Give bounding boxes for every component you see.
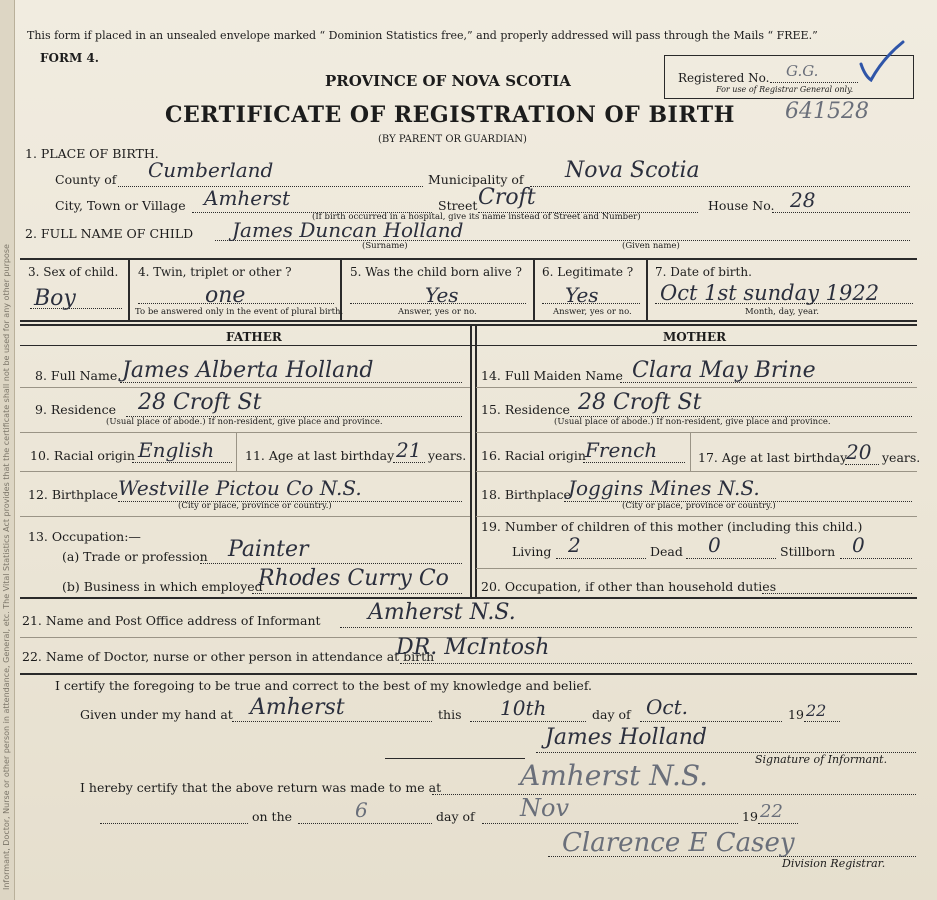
certify-statement: I certify the foregoing to be true and correct to the best of my knowledge and belief.: [55, 678, 592, 693]
sidebar-vertical-text: Informant, Doctor, Nurse or other person in attendance, General, etc. The Vital Statistics Act provides that the certificate shall not be used for any other purpose: [2, 244, 11, 890]
father-racial-value: English: [138, 438, 215, 462]
on-the-label: on the: [252, 809, 293, 824]
day-of-label: day of: [592, 707, 631, 722]
checkmark-icon: [855, 38, 907, 82]
trade-value: Painter: [228, 537, 309, 562]
division-registrar-label: Division Registrar.: [782, 857, 886, 870]
living-label: Living: [512, 544, 552, 559]
mother-heading: MOTHER: [663, 330, 727, 344]
return-statement: I hereby certify that the above return was made to me at: [80, 780, 442, 795]
page-title: CERTIFICATE OF REGISTRATION OF BIRTH: [165, 102, 735, 128]
registrar-use-note: For use of Registrar General only.: [716, 85, 854, 94]
child-name-value: James Duncan Holland: [232, 218, 464, 242]
return-year-value: 22: [760, 801, 783, 822]
twin-note: To be answered only in the event of plural birth.: [135, 307, 344, 317]
stillborn-value: 0: [852, 533, 865, 557]
sex-label: 3. Sex of child.: [28, 265, 119, 279]
mother-years: years.: [882, 450, 921, 465]
legitimate-label: 6. Legitimate ?: [542, 265, 634, 279]
mother-residence-value: 28 Croft St: [578, 390, 702, 415]
surname-note: (Surname): [362, 241, 408, 251]
father-birthplace-label: 12. Birthplace: [28, 487, 118, 502]
father-racial-label: 10. Racial origin: [30, 448, 135, 463]
certificate-number: 641528: [785, 99, 869, 124]
given-place-value: Amherst: [250, 695, 345, 720]
place-heading: 1. PLACE OF BIRTH.: [25, 146, 159, 161]
hospital-note: (If birth occurred in a hospital, give its name instead of Street and Number): [312, 212, 641, 222]
signature-informant-label: Signature of Informant.: [755, 753, 888, 766]
mother-residence-label: 15. Residence: [481, 402, 570, 417]
child-name-label: 2. FULL NAME OF CHILD: [25, 226, 194, 241]
informant-label: 21. Name and Post Office address of Informant: [22, 613, 321, 628]
birth-date-label: 7. Date of birth.: [655, 265, 752, 279]
mother-occupation-label: 20. Occupation, if other than household duties: [481, 579, 777, 594]
mother-racial-label: 16. Racial origin: [481, 448, 586, 463]
mother-residence-note: (Usual place of abode.) If non-resident, give place and province.: [554, 417, 831, 427]
mother-birthplace-label: 18. Birthplace: [481, 487, 571, 502]
stillborn-label: Stillborn: [780, 544, 836, 559]
mother-name-value: Clara May Brine: [632, 358, 816, 383]
father-heading: FATHER: [226, 330, 282, 344]
dead-label: Dead: [650, 544, 683, 559]
birth-date-note: Month, day, year.: [745, 307, 819, 317]
father-residence-label: 9. Residence: [35, 402, 116, 417]
month-value: Oct.: [646, 695, 688, 719]
registrar-signature: Clarence E Casey: [562, 828, 795, 858]
return-month-value: Nov: [520, 794, 570, 822]
mother-birthplace-value: Joggins Mines N.S.: [568, 476, 760, 500]
city-label: City, Town or Village: [55, 198, 186, 213]
father-birthplace-value: Westville Pictou Co N.S.: [118, 476, 362, 500]
father-name-label: 8. Full Name: [35, 368, 118, 383]
occupation-heading: 13. Occupation:—: [28, 529, 141, 544]
year-prefix: 19: [788, 707, 804, 722]
registered-no-value: G.G.: [786, 62, 819, 80]
dead-value: 0: [708, 533, 721, 557]
subtitle: (BY PARENT OR GUARDIAN): [378, 134, 527, 145]
return-year-prefix: 19: [742, 809, 758, 824]
mother-age-label: 17. Age at last birthday: [698, 450, 848, 465]
house-label: House No.: [708, 198, 775, 213]
children-count-label: 19. Number of children of this mother (including this child.): [481, 519, 863, 534]
return-day-value: 6: [355, 798, 368, 822]
father-age-label: 11. Age at last birthday: [245, 448, 395, 463]
year-value: 22: [806, 701, 827, 720]
municipality-label: Municipality of: [428, 172, 524, 187]
given-label: Given under my hand at: [80, 707, 233, 722]
house-value: 28: [790, 188, 816, 212]
father-name-value: James Alberta Holland: [122, 358, 374, 383]
street-value: Croft: [478, 185, 536, 210]
father-residence-note: (Usual place of abode.) If non-resident, give place and province.: [106, 417, 383, 427]
this-label: this: [438, 707, 462, 722]
alive-value: Yes: [425, 283, 459, 307]
municipality-value: Nova Scotia: [565, 158, 700, 183]
alive-label: 5. Was the child born alive ?: [350, 265, 522, 279]
form-number: FORM 4.: [40, 51, 99, 65]
mother-age-value: 20: [846, 440, 872, 464]
living-value: 2: [568, 533, 581, 557]
legitimate-value: Yes: [565, 283, 599, 307]
legitimate-note: Answer, yes or no.: [553, 307, 632, 317]
day-value: 10th: [500, 696, 547, 720]
street-label: Street: [438, 198, 478, 213]
father-birthplace-note: (City or place, province or country.): [178, 501, 332, 511]
mother-birthplace-note: (City or place, province or country.): [622, 501, 776, 511]
informant-value: Amherst N.S.: [368, 600, 516, 625]
trade-label: (a) Trade or profession: [62, 549, 208, 564]
alive-note: Answer, yes or no.: [398, 307, 477, 317]
father-years: years.: [428, 448, 467, 463]
father-residence-value: 28 Croft St: [138, 390, 262, 415]
given-name-note: (Given name): [622, 241, 680, 251]
registered-no-label: Registered No.: [678, 71, 770, 85]
doctor-value: DR. McIntosh: [396, 635, 550, 660]
mother-name-label: 14. Full Maiden Name: [481, 368, 623, 383]
father-age-value: 21: [396, 438, 422, 462]
birth-date-value: Oct 1st sunday 1922: [660, 281, 880, 305]
mail-notice: This form if placed in an unsealed envelope marked “ Dominion Statistics free,” and properly addressed will pass through the Mails “ FREE.”: [27, 29, 818, 42]
doctor-label: 22. Name of Doctor, nurse or other person in attendance at birth: [22, 649, 435, 664]
sex-value: Boy: [34, 286, 76, 311]
business-value: Rhodes Curry Co: [258, 566, 449, 591]
business-label: (b) Business in which employed: [62, 579, 263, 594]
twin-label: 4. Twin, triplet or other ?: [138, 265, 292, 279]
mother-racial-value: French: [585, 438, 658, 462]
province-heading: PROVINCE OF NOVA SCOTIA: [325, 72, 571, 90]
return-place-value: Amherst N.S.: [520, 759, 708, 792]
county-label: County of: [55, 172, 117, 187]
city-value: Amherst: [204, 186, 290, 210]
twin-value: one: [205, 283, 246, 308]
return-day-of-label: day of: [436, 809, 475, 824]
left-margin-strip: [0, 0, 15, 900]
informant-signature: James Holland: [545, 725, 707, 750]
county-value: Cumberland: [148, 158, 274, 182]
